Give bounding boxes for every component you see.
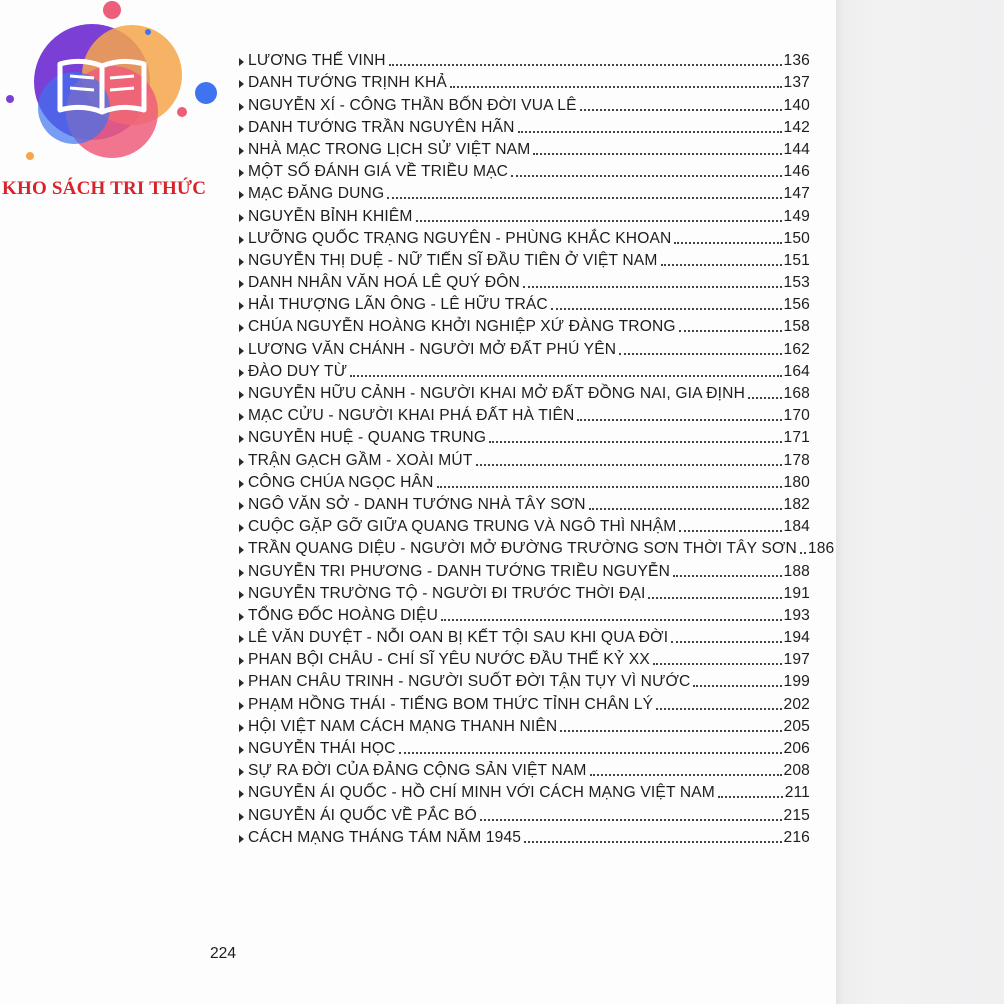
toc-entry	[238, 181, 810, 203]
toc-entry	[238, 359, 810, 381]
toc-entry-title: NGUYỄN HỮU CẢNH - NGƯỜI KHAI MỞ ĐẤT ĐỒNG NAI, GIA ĐỊNH	[248, 385, 745, 402]
toc-entry	[238, 647, 810, 669]
page-gutter-shadow	[836, 0, 1004, 1004]
dot-leader	[693, 685, 781, 687]
dot-leader	[619, 353, 781, 355]
toc-entry-title: NGUYỄN ÁI QUỐC - HỒ CHÍ MINH VỚI CÁCH MẠNG VIỆT NAM	[248, 784, 715, 802]
toc-entry-page: 186	[807, 540, 835, 558]
bullet-icon	[239, 657, 244, 665]
toc-entry-page: 184	[783, 518, 810, 536]
toc-entry	[238, 603, 810, 625]
bullet-icon	[239, 768, 244, 776]
bullet-icon	[239, 347, 244, 355]
bullet-icon	[239, 790, 244, 798]
toc-entry	[238, 226, 810, 248]
dot-leader	[748, 397, 782, 399]
dot-leader	[590, 774, 782, 776]
toc-entry	[238, 780, 810, 802]
bullet-icon	[239, 125, 244, 133]
toc-entry-title: TRẬN GẠCH GẦM - XOÀI MÚT	[248, 451, 473, 469]
toc-entry-page: 149	[783, 207, 810, 225]
dot-leader	[671, 641, 781, 643]
bullet-icon	[239, 702, 244, 710]
dot-leader	[533, 153, 781, 155]
toc-entry-title: LƯƠNG THẾ VINH	[248, 52, 386, 70]
toc-entry-page: 171	[783, 429, 810, 447]
toc-entry-title: CÔNG CHÚA NGỌC HÂN	[248, 473, 434, 491]
toc-entry	[238, 115, 810, 137]
toc-entry-title: CHÚA NGUYỄN HOÀNG KHỞI NGHIỆP XỨ ĐÀNG TRONG	[248, 318, 676, 336]
toc-entry	[238, 403, 810, 425]
toc-entry-title: PHAN CHÂU TRINH - NGƯỜI SUỐT ĐỜI TẬN TỤY VÌ NƯỚC	[248, 673, 691, 691]
dot-leader	[476, 464, 782, 466]
bullet-icon	[239, 524, 244, 532]
toc-entry-page: 168	[783, 385, 810, 402]
toc-entry-page: 199	[783, 673, 810, 691]
dot-leader	[518, 131, 782, 133]
toc-entry	[238, 470, 810, 492]
bullet-icon	[239, 80, 244, 88]
toc-entry-page: 216	[783, 828, 810, 846]
bullet-icon	[239, 679, 244, 687]
toc-entry	[238, 492, 810, 514]
toc-entry	[238, 381, 810, 403]
dot-leader	[718, 796, 783, 798]
toc-entry-page: 170	[783, 407, 810, 425]
toc-entry-title: MẠC ĐĂNG DUNG	[248, 185, 385, 203]
toc-entry-title: PHAN BỘI CHÂU - CHÍ SĨ YÊU NƯỚC ĐẦU THẾ KỶ XX	[248, 651, 650, 669]
dot-leader	[679, 330, 782, 332]
toc-entry	[238, 159, 810, 181]
toc-entry	[238, 270, 810, 292]
toc-entry-page: 150	[783, 229, 810, 247]
toc-entry	[238, 536, 835, 558]
dot-leader	[511, 175, 781, 177]
dot-leader	[524, 841, 781, 843]
toc-entry-title: NGÔ VĂN SỞ - DANH TƯỚNG NHÀ TÂY SƠN	[248, 495, 586, 513]
toc-entry-page: 140	[783, 96, 810, 114]
bullet-icon	[239, 302, 244, 310]
toc-entry	[238, 203, 810, 225]
dot-leader	[389, 64, 782, 66]
toc-entry-title: TRẦN QUANG DIỆU - NGƯỜI MỞ ĐƯỜNG TRƯỜNG SƠN THỜI TÂY SƠN	[248, 540, 797, 558]
toc-entry-page: 211	[784, 784, 810, 802]
bullet-icon	[239, 369, 244, 377]
dot-leader	[653, 663, 782, 665]
toc-entry-page: 182	[783, 495, 810, 513]
toc-entry-page: 202	[783, 695, 810, 713]
dot-leader	[648, 597, 781, 599]
toc-entry-page: 144	[783, 140, 810, 158]
toc-entry-title: LƯỠNG QUỐC TRẠNG NGUYÊN - PHÙNG KHẮC KHOAN	[248, 229, 672, 247]
bullet-icon	[239, 635, 244, 643]
toc-entry-page: 188	[783, 562, 810, 580]
dot-leader	[480, 819, 782, 821]
toc-entry-page: 180	[783, 473, 810, 491]
dot-leader	[560, 730, 781, 732]
toc-entry-title: NHÀ MẠC TRONG LỊCH SỬ VIỆT NAM	[248, 140, 531, 158]
bullet-icon	[239, 236, 244, 244]
dot-leader	[387, 197, 781, 199]
bullet-icon	[239, 591, 244, 599]
dot-leader	[523, 286, 782, 288]
toc-entry-page: 208	[783, 762, 810, 780]
toc-entry	[238, 447, 810, 469]
toc-entry	[238, 248, 810, 270]
toc-entry	[238, 802, 810, 824]
toc-entry-title: NGUYỄN TRI PHƯƠNG - DANH TƯỚNG TRIỀU NGUYỄN	[248, 562, 670, 580]
dot-leader	[551, 308, 782, 310]
toc-entry-title: DANH TƯỚNG TRẦN NGUYÊN HÃN	[248, 118, 515, 136]
bullet-icon	[239, 258, 244, 266]
toc-entry-title: PHẠM HỒNG THÁI - TIẾNG BOM THỨC TỈNH CHÂN LÝ	[248, 695, 654, 713]
toc-entry-title: CÁCH MẠNG THÁNG TÁM NĂM 1945	[248, 828, 522, 846]
dot-leader	[416, 220, 782, 222]
bullet-icon	[239, 58, 244, 66]
toc-entry-page: 194	[783, 629, 810, 647]
bullet-icon	[239, 569, 244, 577]
toc-entry-title: SỰ RA ĐỜI CỦA ĐẢNG CỘNG SẢN VIỆT NAM	[248, 762, 587, 780]
bullet-icon	[239, 613, 244, 621]
toc-entry	[238, 758, 810, 780]
bullet-icon	[239, 324, 244, 332]
dot-leader	[437, 486, 782, 488]
toc-entry-title: NGUYỄN ÁI QUỐC VỀ PẮC BÓ	[248, 806, 477, 824]
bullet-icon	[239, 724, 244, 732]
bullet-icon	[239, 214, 244, 222]
bullet-icon	[239, 458, 244, 466]
toc-entry-page: 206	[783, 740, 810, 757]
toc-entry	[238, 669, 810, 691]
dot-leader	[441, 619, 782, 621]
bullet-icon	[239, 103, 244, 111]
bullet-icon	[239, 480, 244, 488]
toc-entry-title: NGUYỄN THỊ DUỆ - NỮ TIẾN SĨ ĐẦU TIÊN Ở VIỆT NAM	[248, 251, 658, 269]
toc-entry-title: HỘI VIỆT NAM CÁCH MẠNG THANH NIÊN	[248, 717, 558, 735]
toc-entry	[238, 736, 810, 758]
brand-logo	[0, 0, 230, 210]
bullet-icon	[239, 191, 244, 199]
dot-leader	[577, 419, 781, 421]
toc-entry	[238, 714, 810, 736]
toc-entry-page: 136	[783, 52, 810, 70]
brand-name: KHO SÁCH TRI THỨC	[2, 178, 207, 199]
toc-entry-page: 191	[783, 584, 810, 602]
toc-entry-page: 162	[783, 340, 810, 358]
toc-entry-page: 156	[783, 296, 810, 314]
toc-entry	[238, 581, 810, 603]
toc-entry-page: 158	[783, 318, 810, 336]
bullet-icon	[239, 391, 244, 399]
toc-entry-title: TỔNG ĐỐC HOÀNG DIỆU	[248, 606, 438, 624]
dot-leader	[350, 375, 781, 377]
dot-leader	[399, 752, 782, 754]
bullet-icon	[239, 169, 244, 177]
toc-entry-page: 153	[783, 274, 810, 292]
open-book-icon	[0, 0, 230, 178]
toc-entry-title: NGUYỄN XÍ - CÔNG THẦN BỐN ĐỜI VUA LÊ	[248, 96, 577, 114]
toc-entry-title: NGUYỄN BỈNH KHIÊM	[248, 207, 413, 225]
toc-entry	[238, 292, 810, 314]
bullet-icon	[239, 280, 244, 288]
dot-leader	[661, 264, 782, 266]
toc-entry-title: NGUYỄN HUỆ - QUANG TRUNG	[248, 429, 487, 447]
toc-entry-title: MẠC CỬU - NGƯỜI KHAI PHÁ ĐẤT HÀ TIÊN	[248, 407, 575, 425]
toc-entry-page: 146	[783, 163, 810, 181]
toc-entry-title: DANH TƯỚNG TRỊNH KHẢ	[248, 74, 447, 92]
toc-entry	[238, 625, 810, 647]
dot-leader	[489, 441, 781, 443]
toc-entry-page: 178	[783, 451, 810, 469]
toc-entry-title: CUỘC GẶP GỠ GIỮA QUANG TRUNG VÀ NGÔ THÌ NHẬM	[248, 518, 677, 536]
toc-entry-page: 142	[783, 118, 810, 136]
toc-entry	[238, 558, 810, 580]
toc-entry-title: DANH NHÂN VĂN HOÁ LÊ QUÝ ĐÔN	[248, 274, 520, 292]
dot-leader	[589, 508, 782, 510]
bullet-icon	[239, 813, 244, 821]
toc-entry	[238, 825, 810, 847]
toc-entry	[238, 314, 810, 336]
dot-leader	[673, 575, 782, 577]
toc-entry	[238, 514, 810, 536]
dot-leader	[580, 109, 782, 111]
toc-entry-page: 147	[783, 185, 810, 203]
bullet-icon	[239, 835, 244, 843]
dot-leader	[679, 530, 781, 532]
toc-entry-page: 197	[783, 651, 810, 669]
toc-entry	[238, 48, 810, 70]
toc-entry-page: 164	[783, 362, 810, 380]
toc-entry-page: 193	[783, 606, 810, 624]
bullet-icon	[239, 546, 244, 554]
bullet-icon	[239, 413, 244, 421]
toc-entry-title: NGUYỄN THÁI HỌC	[248, 740, 396, 757]
bullet-icon	[239, 502, 244, 510]
bullet-icon	[239, 746, 244, 754]
toc-entry-title: MỘT SỐ ĐÁNH GIÁ VỀ TRIỀU MẠC	[248, 163, 509, 181]
dot-leader	[674, 242, 781, 244]
dot-leader	[800, 552, 806, 554]
dot-leader	[450, 86, 782, 88]
bullet-icon	[239, 147, 244, 155]
toc-entry-title: HẢI THƯỢNG LÃN ÔNG - LÊ HỮU TRÁC	[248, 296, 548, 314]
toc-entry-page: 205	[783, 717, 810, 735]
table-of-contents	[238, 48, 835, 847]
toc-entry	[238, 70, 810, 92]
toc-entry	[238, 425, 810, 447]
toc-entry-page: 151	[783, 251, 810, 269]
toc-entry-page: 215	[783, 806, 810, 824]
toc-entry	[238, 137, 810, 159]
toc-entry	[238, 691, 810, 713]
page-number: 224	[210, 945, 237, 962]
toc-entry	[238, 336, 810, 358]
toc-entry-title: ĐÀO DUY TỪ	[248, 362, 348, 380]
dot-leader	[656, 708, 781, 710]
bullet-icon	[239, 435, 244, 443]
toc-entry	[238, 92, 810, 114]
toc-entry-title: LƯƠNG VĂN CHÁNH - NGƯỜI MỞ ĐẤT PHÚ YÊN	[248, 340, 617, 358]
toc-entry-title: NGUYỄN TRƯỜNG TỘ - NGƯỜI ĐI TRƯỚC THỜI ĐẠI	[248, 584, 646, 602]
toc-entry-page: 137	[783, 74, 810, 92]
toc-entry-title: LÊ VĂN DUYỆT - NỖI OAN BỊ KẾT TỘI SAU KHI QUA ĐỜI	[248, 629, 669, 647]
